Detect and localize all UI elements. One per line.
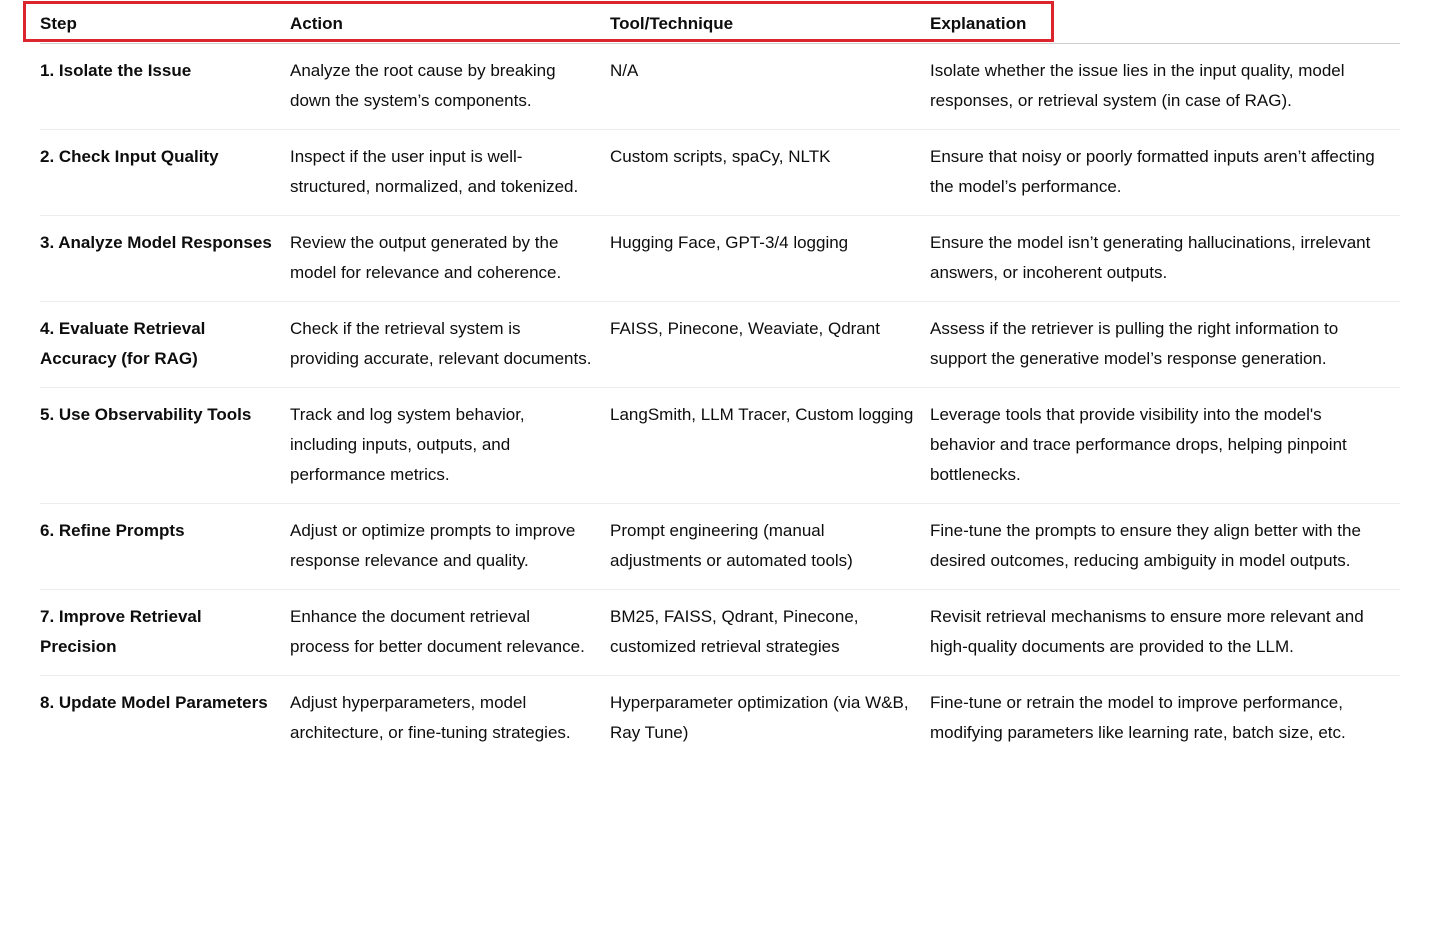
- header-tool: Tool/Technique: [610, 0, 930, 44]
- cell-action: Track and log system behavior, including inputs, outputs, and performance metrics.: [290, 388, 610, 504]
- cell-step: 8. Update Model Parameters: [40, 693, 268, 712]
- table-row: [40, 302, 1400, 388]
- header-row: [40, 0, 1400, 44]
- table-row: [40, 388, 1400, 504]
- cell-step: 7. Improve Retrieval Precision: [40, 590, 290, 676]
- table-row: [40, 590, 1400, 676]
- cell-explanation: Fine-tune or retrain the model to improve performance, modifying parameters like learning rate, batch size, etc.: [930, 693, 1346, 742]
- cell-step: 4. Evaluate Retrieval Accuracy (for RAG): [40, 302, 290, 388]
- table-body: [40, 44, 1400, 762]
- cell-step: 1. Isolate the Issue: [40, 44, 290, 130]
- cell-explanation: Revisit retrieval mechanisms to ensure more relevant and high-quality documents are provided to the LLM.: [930, 590, 1400, 676]
- table-row: [40, 216, 1400, 302]
- cell-tool: Custom scripts, spaCy, NLTK: [610, 130, 930, 216]
- cell-step: 2. Check Input Quality: [40, 130, 290, 216]
- troubleshooting-table: [40, 0, 1400, 761]
- table-header: [40, 0, 1400, 44]
- cell-action: Adjust hyperparameters, model architecture, or fine-tuning strategies.: [290, 693, 571, 742]
- cell-explanation: Isolate whether the issue lies in the input quality, model responses, or retrieval system (in case of RAG).: [930, 44, 1400, 130]
- cell-tool: Prompt engineering (manual adjustments or automated tools): [610, 504, 930, 590]
- cell-tool: BM25, FAISS, Qdrant, Pinecone, customized retrieval strategies: [610, 590, 930, 676]
- table-row: [40, 44, 1400, 130]
- table-row: [40, 676, 1400, 762]
- cell-explanation: Fine-tune the prompts to ensure they align better with the desired outcomes, reducing ambiguity in model outputs.: [930, 504, 1400, 590]
- cell-tool: Hugging Face, GPT-3/4 logging: [610, 216, 930, 302]
- cell-action: Adjust or optimize prompts to improve response relevance and quality.: [290, 504, 610, 590]
- cell-step: 5. Use Observability Tools: [40, 388, 290, 504]
- header-explanation: Explanation: [930, 0, 1400, 44]
- cell-action: Inspect if the user input is well-structured, normalized, and tokenized.: [290, 130, 610, 216]
- cell-explanation: Leverage tools that provide visibility into the model's behavior and trace performance drops, helping pinpoint bottlenecks.: [930, 388, 1400, 504]
- table-row: [40, 504, 1400, 590]
- header-action: Action: [290, 0, 610, 44]
- cell-tool: Hyperparameter optimization (via W&B, Ray Tune): [610, 693, 909, 742]
- table-row: [40, 130, 1400, 216]
- cell-step: 6. Refine Prompts: [40, 504, 290, 590]
- cell-action: Analyze the root cause by breaking down the system’s components.: [290, 44, 610, 130]
- cell-tool: N/A: [610, 44, 930, 130]
- cell-action: Enhance the document retrieval process for better document relevance.: [290, 590, 610, 676]
- cell-tool: LangSmith, LLM Tracer, Custom logging: [610, 388, 930, 504]
- cell-explanation: Assess if the retriever is pulling the right information to support the generative model’s response generation.: [930, 302, 1400, 388]
- cell-step: 3. Analyze Model Responses: [40, 216, 290, 302]
- cell-action: Review the output generated by the model for relevance and coherence.: [290, 216, 610, 302]
- cell-action: Check if the retrieval system is providing accurate, relevant documents.: [290, 302, 610, 388]
- cell-explanation: Ensure the model isn’t generating hallucinations, irrelevant answers, or incoherent outputs.: [930, 216, 1400, 302]
- cell-explanation: Ensure that noisy or poorly formatted inputs aren’t affecting the model’s performance.: [930, 130, 1400, 216]
- header-step: Step: [40, 0, 290, 44]
- cell-tool: FAISS, Pinecone, Weaviate, Qdrant: [610, 302, 930, 388]
